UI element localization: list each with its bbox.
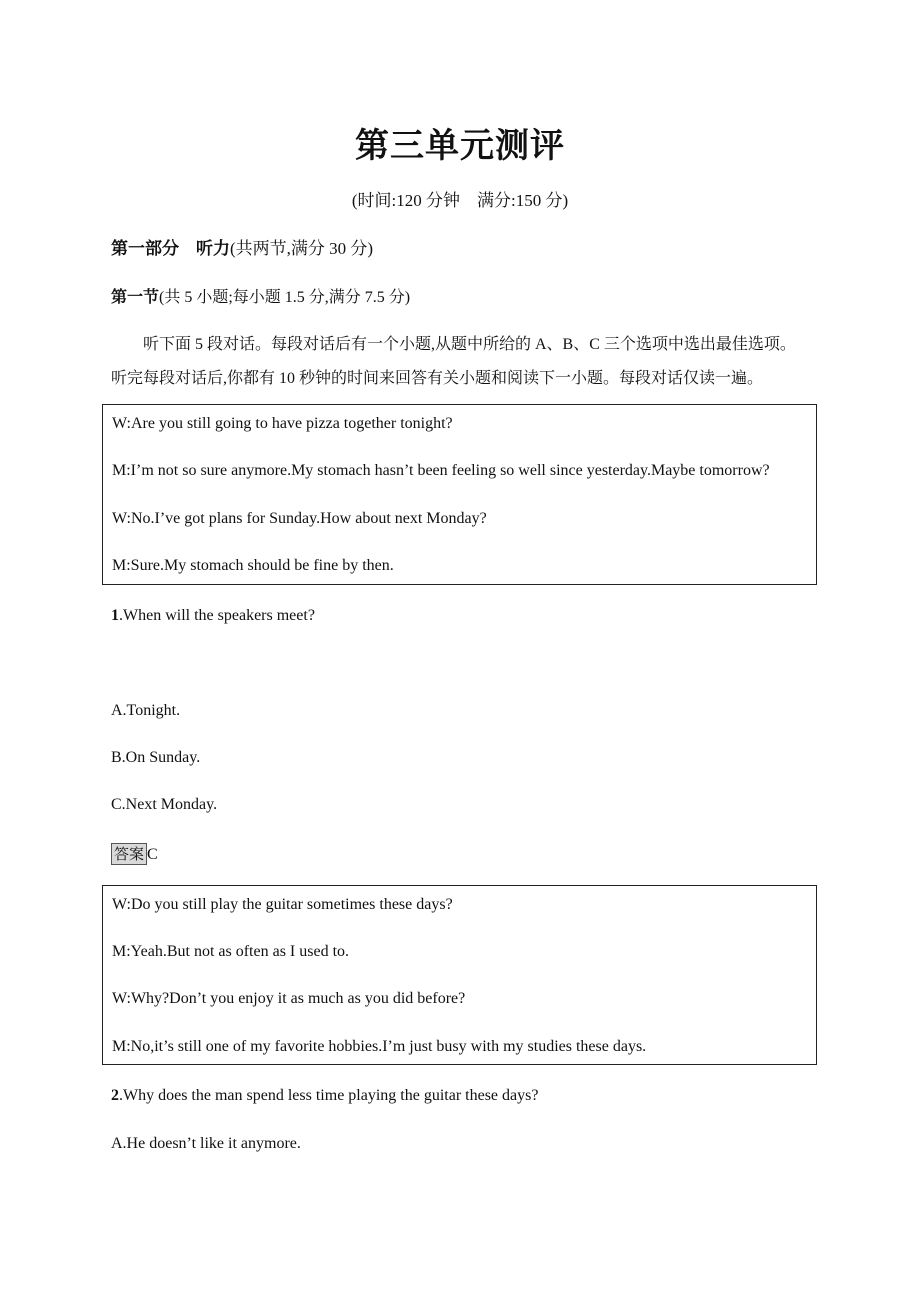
dialogue-line: W:Are you still going to have pizza together tonight?	[112, 415, 453, 432]
question-number: 2	[111, 1087, 119, 1104]
option-c: C.Next Monday.	[111, 796, 218, 813]
dialogue-line: W:No.I’ve got plans for Sunday.How about next Monday?	[112, 510, 487, 527]
answer-value: C	[147, 846, 158, 863]
question-2	[111, 1087, 538, 1105]
option-a: A.Tonight.	[111, 702, 181, 719]
dialogue-line: M:No,it’s still one of my favorite hobbies.I’m just busy with my studies these days.	[112, 1038, 647, 1055]
question-number: 1	[111, 607, 119, 624]
page-title: 第三单元测评	[355, 126, 565, 166]
answer-label: 答案	[111, 843, 147, 865]
dialogue-line: M:Sure.My stomach should be fine by then.	[112, 557, 394, 574]
dialogue-line: W:Why?Don’t you enjoy it as much as you did before?	[112, 990, 466, 1007]
dialogue-line: W:Do you still play the guitar sometimes these days?	[112, 896, 453, 913]
section-label: 第一节	[111, 289, 160, 306]
question-1	[111, 607, 315, 625]
dialogue-box-2	[102, 885, 817, 1065]
part-note: (共两节,满分 30 分)	[230, 239, 374, 258]
option-b: B.On Sunday.	[111, 749, 201, 766]
dialogue-line: M:I’m not so sure anymore.My stomach hasn’t been feeling so well since yesterday.Maybe tomorrow?	[112, 462, 770, 479]
part-label: 第一部分 听力	[111, 239, 230, 258]
option-a: A.He doesn’t like it anymore.	[111, 1135, 301, 1152]
question-text: .When will the speakers meet?	[119, 607, 315, 624]
answer-row	[111, 843, 158, 865]
exam-info: (时间:120 分钟 满分:150 分)	[351, 191, 569, 210]
dialogue-box-1	[102, 404, 817, 585]
dialogue-line: M:Yeah.But not as often as I used to.	[112, 943, 350, 960]
question-text: .Why does the man spend less time playing the guitar these days?	[119, 1087, 539, 1104]
instructions-line-1: 听下面 5 段对话。每段对话后有一个小题,从题中所给的 A、B、C 三个选项中选出最佳选项。	[143, 336, 796, 353]
section-heading	[111, 284, 410, 307]
section-note: (共 5 小题;每小题 1.5 分,满分 7.5 分)	[159, 289, 411, 306]
instructions-line-2: 听完每段对话后,你都有 10 秒钟的时间来回答有关小题和阅读下一小题。每段对话仅读一遍。	[111, 370, 764, 387]
part-heading	[111, 234, 373, 259]
